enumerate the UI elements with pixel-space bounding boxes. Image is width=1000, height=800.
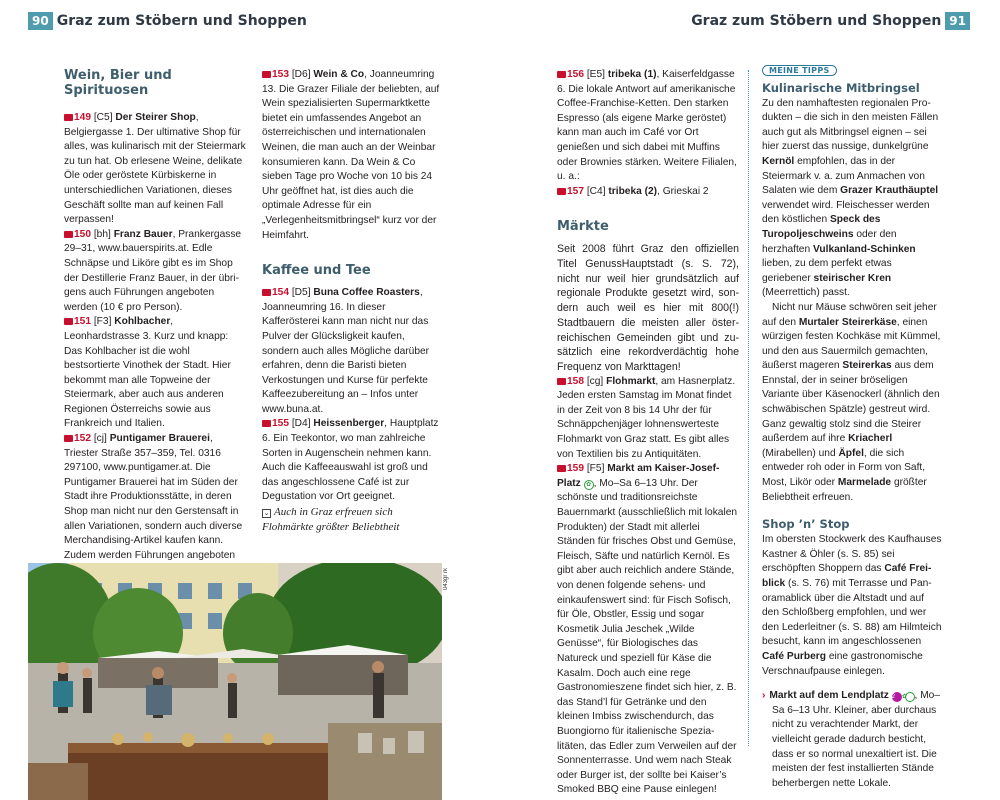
meine-tipps-badge: MEINE TIPPS — [762, 65, 837, 76]
photo-caption: ⌄ Auch in Graz erfreuen sich Flohmärkte größter Beliebtheit — [262, 506, 400, 534]
right-page-header — [691, 12, 970, 30]
section-heading-wine: Wein, Bier und Spirituosen — [64, 68, 172, 98]
listing-154: 154 [D5] Buna Coffee Roasters, Joanneumring 16. In dieser Kafferösterei kann man nicht nur das Pulver der Glücksligkeit kaufen, sondern auch alles Mögliche darüber erfahren, denn die Baristi bieten Verkostungen und Kurse für perfekte Kaffeezubereitung an – Infos unter www.buna.at. — [262, 287, 430, 415]
checkbox-arrow-icon: ⌄ — [263, 509, 270, 518]
listing-149: 149 [C5] Der Steirer Shop, Belgiergasse 1. Der ultimative Shop für alles, was kulinarisch mit der Steiermark zu tun hat. Ob erlesene Weine, delikate Öle oder geröstete Kürbiskerne in unterschiedlichen Variationen, dieses Geschäft sollte man auf keinen Fall verpassen! — [64, 112, 246, 226]
listing-153: 153 [D6] Wein & Co, Joanneumring 13. Die Grazer Filiale der beliebten, auf Wein spezialisierten Supermarktkette bietet ein umfassendes Angebot an österreichischen und internationalen Weinen, die man auch an der Weinbar konsumieren kann. Da Wein & Co sieben Tage pro Woche von 10 bis 24 Uhr geöffnet hat, ist dies auch die optimale Adresse für ein „Verlegenheitsmitbringsel“ kurz vor der Heimfahrt. — [262, 69, 440, 241]
section-heading-markets: Märkte — [557, 219, 609, 235]
section-heading-coffee: Kaffee und Tee — [262, 263, 371, 279]
left-page-header — [28, 12, 307, 30]
left-page-number: 90 — [28, 12, 53, 30]
shopping-bag-icon — [262, 420, 271, 427]
right-page-number: 91 — [945, 12, 970, 30]
column-1 — [64, 68, 248, 607]
listing-150: 150 [bh] Franz Bauer, Prankergasse 29–31, www.bauerspirits.at. Edle Schnäpse und Liköre gibt es im Shop der Destillerie Franz Bauer, in der übrigens auch Führungen angeboten werden (10 € pro Person). — [64, 228, 242, 313]
markets-intro: Seit 2008 führt Graz den offiziellen Titel GenussHauptstadt (s. S. 72), nicht nur weil hier grundsätzlich auf regionale Produkte gesetzt wird, sondern auch weil es hier mit 800(!) Stadtbauern die meisten aller österreichischen Gemeinden gibt und zusätzlich eine rekordverdächtig hohe Frequenz von Markttagen! — [557, 243, 739, 373]
shopping-bag-icon — [262, 71, 271, 78]
listing-155: 155 [D4] Heissenberger, Hauptplatz 6. Ein Teekontor, wo man zahlreiche Sorten in Augenschein nehmen kann. Auch die Kaffeeauswahl ist groß und das angeschlossene Café ist zur Degustation vor Ort geeignet. — [262, 418, 439, 503]
green-leaf-icon: ✿ — [905, 692, 915, 702]
arrow-right-icon: › — [762, 690, 766, 702]
shopping-bag-icon — [557, 465, 566, 472]
listing-157: 157 [C4] tribeka (2), Grieskai 2 — [557, 185, 739, 200]
column-2 — [262, 68, 444, 535]
listing-152: 152 [cj] Puntigamer Brauerei, Triester Straße 357–359, Tel. 0316 297100, www.puntigamer.at. Die Puntigamer Brauerei hat im Süden der Stadt ihre Produktionsstätte, in deren Shop man nicht nur den Gerstensaft in allen Variationen, sondern auch diverse Merchandising-Artikel kaufen kann. Zudem werden Führungen angeboten — [64, 433, 243, 561]
listing-151: 151 [F3] Kohlbacher, Leonhardstrasse 3. Kurz und knapp: Das Kohlbacher ist die wohl bestsortierte Vinothek der Stadt. Hier bekommt man alle Topweine der Steiermark, aber auch aus anderen Regionen Österreichs sowie aus Frankreich und Italien. — [64, 316, 231, 430]
shopping-bag-icon — [262, 289, 271, 296]
souvenirs-paragraph-2: Nicht nur Mäuse schwören seit jeher auf den Murtaler Steirerkäse, einen würzigen festen Kochkäse mit Kümmel, und den aus Sauermilch gemachten, äußerst mageren Steirerkas aus dem Ennstal, der in seiner bröseligen Variante über Käsenockerl (ähnlich den schwäbischen Spätzle) gestreut wird. Ganz gewaltig stolz sind die Steirer außerdem auf ihre Kriacherl (Mirabellen) und Äpfel, die sich entweder roh oder in Form von Saft, Most, Likör oder Marmelade größter Beliebtheit erfreuen. — [762, 301, 941, 503]
map-marker-icon: 22 — [892, 692, 902, 702]
listing-159: 159 [F5] Markt am Kaiser-Josef-Platz ✿ , Mo–Sa 6–13 Uhr. Der schönste und traditionsreichste Bauernmarkt (ausschließlich mit lokalen Produkten) der Stadt mit allerlei Ständen für frisches Obst und Gemüse, Fleisch, Säfte und natürlich Kernöl. Es gibt aber auch reichlich andere Stände, von denen folgende sehens- und einkaufenswert sind: für Fisch Sofisch, für Öle, Obstler, Essig und sogar Kosmetik Julia Jeschek „Wilde Genüsse“, für Biologisches das Natureck und speziell für Käse die Kasalm. Doch auch eine rege Gastronomieszene findet sich hier, z. B. das Stand’l für Getränke und den kleinen Imbiss zwischendurch, das Buongiorno für italienische Spezialitäten, das Edler zum Verweilen auf der Sonnenterrasse. Und wem nach Steak oder Burger ist, der sollte bei Kaiser’s Smoked BBQ eine Pause einlegen! — [557, 463, 738, 796]
shop-n-stop-paragraph: Im obersten Stockwerk des Kaufhauses Kastner & Öhler (s. S. 85) sei erschöpften Shoppern das Café Freiblick (s. S. 76) mit Terrasse und Panoramablick über die Altstadt und auf den Schloßberg empfohlen, und wer den Lederleitner (s. S. 88) am Hilmteich besucht, kann im angeschlossenen Café Purberg eine gastronomische Verschnaufpause einlegen. — [762, 534, 942, 677]
flea-market-illustration — [28, 563, 442, 800]
tips-separator — [748, 70, 749, 746]
left-header-title: Graz zum Stöbern und Shoppen — [56, 13, 307, 29]
listing-156: 156 [E5] tribeka (1), Kaiserfeldgasse 6. Die lokale Antwort auf amerikanische Coffee-Franchise-Ketten. Den starken Espresso (als eigene Marke geröstet) kann man auch im Café vor Ort genießen und sich dabei mit Muffins oder Brownies stärken. Weitere Filialen, u. a.: — [557, 69, 737, 183]
shopping-bag-icon — [64, 435, 73, 442]
flea-market-photo — [28, 563, 442, 800]
shopping-bag-icon — [64, 231, 73, 238]
shopping-bag-icon — [557, 71, 566, 78]
lendplatz-tip: › Markt auf dem Lendplatz 22 ✿ , Mo–Sa 6–13 Uhr. Kleiner, aber durchaus nicht zu verachtender Markt, der vielleicht gerade dadurch besticht, dass er so normal unexaltiert ist. Die meisten der fest installierten Stände beherbergen nette Lokale. — [762, 690, 941, 789]
green-leaf-icon: ✿ — [584, 480, 594, 490]
shopping-bag-icon — [64, 114, 73, 121]
shopping-bag-icon — [557, 188, 566, 195]
listing-158: 158 [cg] Flohmarkt, am Hasnerplatz. Jeden ersten Samstag im Monat findet in der Zeit von 8 bis 14 Uhr der für Schnäppchenjäger lohnenswerteste Flohmarkt von Graz statt. Es gibt alles von Textilien bis zu Antiquitäten. — [557, 375, 736, 460]
shopping-bag-icon — [557, 378, 566, 385]
shopping-bag-icon — [64, 318, 73, 325]
section-heading-souvenirs: Kulinarische Mitbringsel — [762, 80, 920, 95]
souvenirs-paragraph-1: Zu den namhaftesten regionalen Produkten – die sich in den meisten Fällen auch gut als Mitbringsel eignen – sei hier zuerst das nussige, dunkelgrüne Kernöl empfohlen, das in der Steiermark v. a. zum Anmachen von Salaten wie dem Grazer Krauthäuptel verwendet wird. Fleischesser werden den köstlichen Speck des Turopoljeschweins oder den herzhaften Vulkanland-Schinken lieben, zu dem perfekt etwas geriebener steirischer Kren (Meerrettich) passt. — [762, 97, 939, 299]
right-header-title: Graz zum Stöbern und Shoppen — [691, 13, 942, 29]
column-4 — [762, 64, 942, 791]
photo-credit: 043gr rk — [443, 568, 449, 591]
section-heading-shop-n-stop: Shop ’n’ Stop — [762, 517, 850, 532]
column-3 — [557, 68, 739, 798]
